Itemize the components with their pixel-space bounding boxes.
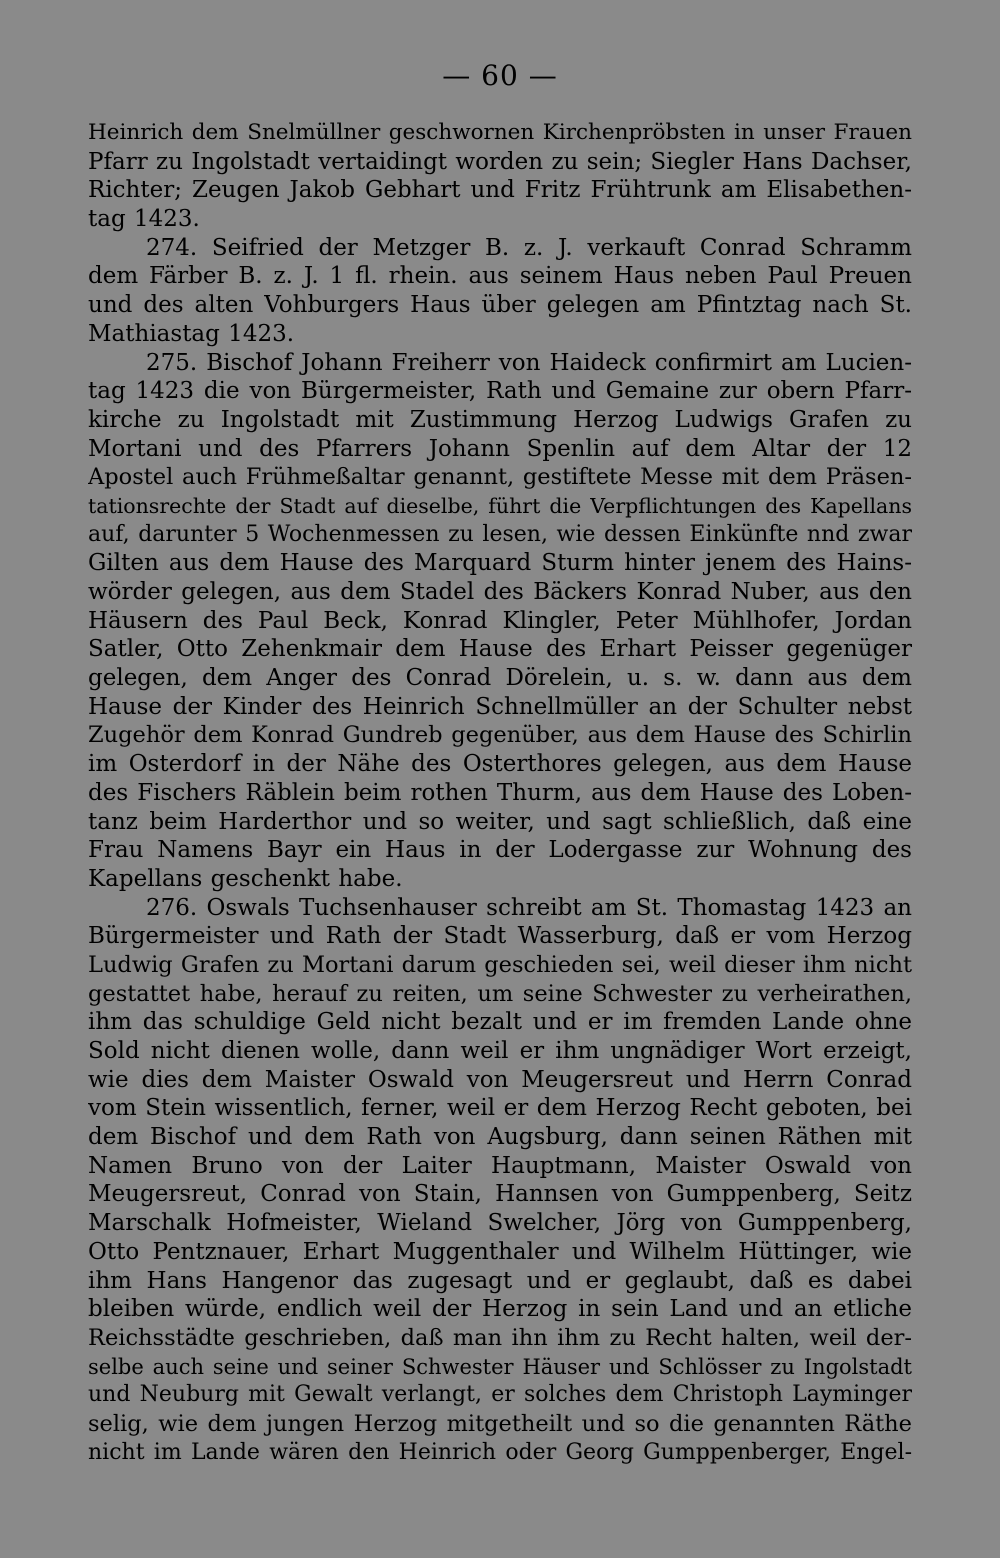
text-body <box>88 119 912 1519</box>
text-line: Sold nicht dienen wolle, dann weil er ihm ungnädiger Wort erzeigt, <box>88 1038 912 1064</box>
text-line: des Fischers Räblein beim rothen Thurm, aus dem Hause des Loben- <box>88 779 912 806</box>
text-line: und des alten Vohburgers Haus über gelegen am Pfintztag nach St. <box>88 292 912 319</box>
text-line: Ludwig Grafen zu Mortani darum geschieden sei, weil dieser ihm nicht <box>88 951 912 978</box>
page-number: — 60 — <box>442 59 558 92</box>
text-line: Otto Pentznauer, Erhart Muggenthaler und Wilhelm Hüttinger, wie <box>88 1238 912 1265</box>
text-line: Reichsstädte geschrieben, daß man ihn ihm zu Recht halten, weil der- <box>88 1324 912 1351</box>
text-line: kirche zu Ingolstadt mit Zustimmung Herzog Ludwigs Grafen zu <box>88 406 912 433</box>
text-line: Frau Namens Bayr ein Haus in der Lodergasse zur Wohnung des <box>88 837 912 864</box>
text-line: ihm das schuldige Geld nicht bezalt und er im fremden Lande ohne <box>88 1009 912 1036</box>
text-line: Richter; Zeugen Jakob Gebhart und Fritz Frühtrunk am Elisabethen- <box>88 177 912 204</box>
text-line: selbe auch seine und seiner Schwester Häuser und Schlösser zu Ingolstadt <box>88 1354 912 1379</box>
text-line: wörder gelegen, aus dem Stadel des Bäckers Konrad Nuber, aus den <box>88 579 912 605</box>
text-line: und Neuburg mit Gewalt verlangt, er solches dem Christoph Layminger <box>88 1382 912 1408</box>
text-line: Marschalk Hofmeister, Wieland Swelcher, Jörg von Gumppenberg, <box>88 1210 912 1237</box>
text-line: tanz beim Harderthor und so weiter, und sagt schließlich, daß eine <box>88 808 912 835</box>
text-line: gelegen, dem Anger des Conrad Dörelein, u. s. w. dann aus dem <box>88 665 912 692</box>
text-line: selig, wie dem jungen Herzog mitgetheilt und so die genannten Räthe <box>88 1410 912 1437</box>
text-line: wie dies dem Maister Oswald von Meugersreut und Herrn Conrad <box>88 1066 912 1093</box>
text-line: 276. Oswals Tuchsenhauser schreibt am St. Thomastag 1423 an <box>146 894 912 921</box>
text-line: 274. Seifried der Metzger B. z. J. verkauft Conrad Schramm <box>146 234 912 261</box>
text-line: im Osterdorf in der Nähe des Osterthores gelegen, aus dem Hause <box>88 751 912 778</box>
text-line: Gilten aus dem Hause des Marquard Sturm hinter jenem des Hains- <box>88 550 912 577</box>
text-line: 275. Bischof Johann Freiherr von Haideck confirmirt am Lucien- <box>146 349 912 376</box>
text-line: Bürgermeister und Rath der Stadt Wasserburg, daß er vom Herzog <box>88 923 912 950</box>
text-line: Kapellans geschenkt habe. <box>88 865 403 892</box>
text-line: dem Färber B. z. J. 1 fl. rhein. aus seinem Haus neben Paul Preuen <box>88 263 912 290</box>
text-line: Apostel auch Frühmeßaltar genannt, gestiftete Messe mit dem Präsen- <box>88 464 912 491</box>
text-line: vom Stein wissentlich, ferner, weil er dem Herzog Recht geboten, bei <box>88 1095 912 1122</box>
text-line: Zugehör dem Konrad Gundreb gegenüber, aus dem Hause des Schirlin <box>88 722 912 749</box>
text-line: Hause der Kinder des Heinrich Schnellmüller an der Schulter nebst <box>88 693 912 720</box>
text-line: ihm Hans Hangenor das zugesagt und er geglaubt, daß es dabei <box>88 1267 912 1294</box>
text-line: gestattet habe, herauf zu reiten, um seine Schwester zu verheirathen, <box>88 980 912 1007</box>
text-line: Heinrich dem Snelmüllner geschwornen Kirchenpröbsten in unser Frauen <box>88 120 912 145</box>
text-line: tationsrechte der Stadt auf dieselbe, führt die Verpflichtungen des Kapellans <box>88 493 912 518</box>
text-line: Meugersreut, Conrad von Stain, Hannsen von Gumppenberg, Seitz <box>88 1181 912 1208</box>
text-line: tag 1423. <box>88 206 200 233</box>
text-line: Pfarr zu Ingolstadt vertaidingt worden zu sein; Siegler Hans Dachser, <box>88 148 912 175</box>
text-line: bleiben würde, endlich weil der Herzog in sein Land und an etliche <box>88 1296 912 1323</box>
text-line: Mathiastag 1423. <box>88 320 295 347</box>
text-line: Mortani und des Pfarrers Johann Spenlin auf dem Altar der 12 <box>88 435 912 462</box>
text-line: nicht im Lande wären den Heinrich oder Georg Gumppenberger, Engel- <box>88 1439 912 1465</box>
text-line: Satler, Otto Zehenkmair dem Hause des Erhart Peisser gegenüger <box>88 636 912 663</box>
text-line: dem Bischof und dem Rath von Augsburg, dann seinen Räthen mit <box>88 1124 912 1151</box>
text-line: auf, darunter 5 Wochenmessen zu lesen, wie dessen Einkünfte nnd zwar <box>88 521 912 547</box>
text-line: tag 1423 die von Bürgermeister, Rath und Gemaine zur obern Pfarr- <box>88 378 912 405</box>
text-line: Häusern des Paul Beck, Konrad Klingler, Peter Mühlhofer, Jordan <box>88 607 912 634</box>
text-line: Namen Bruno von der Laiter Hauptmann, Maister Oswald von <box>88 1152 912 1179</box>
